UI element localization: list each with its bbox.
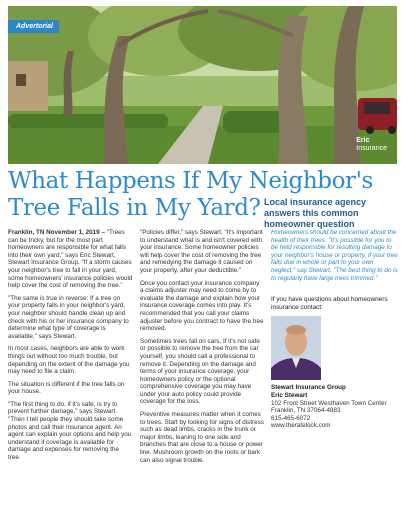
logo-line-1: Eric: [356, 137, 370, 144]
hero-photo: [8, 6, 397, 164]
article-column-2: [140, 229, 264, 469]
agent-photo: [271, 316, 321, 380]
logo-line-2: Insurance: [356, 145, 387, 152]
paragraph: "Policies differ," says Stewart. "It's important to understand what is and isn't covered with your insurance. Some homeowner policies will help cover the cost of removing the tree and remedying the damage it caused on your property, after your deductible.": [140, 229, 263, 274]
pull-quote: Homeowners should be concerned about the health of their trees. "It's possible for you to be held responsible for resulting damage to your neighbor's house or property, if your tree falls due in whole or part to your own neglect," say Stewart. "The best thing to do is to regularly have large trees trimmed.": [271, 229, 398, 282]
paragraph: Once you contact your insurance company a claims adjuster may need to come by to evaluate the damage and explain how your insurance coverage comes into play. It's recommended that you call your claims adjuster before you contract to have the tree removed.: [140, 279, 264, 333]
phone-number: 615-465-6072: [271, 414, 311, 422]
advertorial-tag: Advertorial: [8, 20, 59, 33]
shield-icon: [356, 137, 397, 164]
paragraph: [8, 229, 133, 290]
paragraph: "The first thing to do, if it's safe, is try to prevent further damage," says Stewart. "Then I tell people they should take some photos and call their insurance agent. An agent can explain your options and help you understand if coverage is available for damage and expenses for removing the tree.: [8, 400, 132, 462]
eric-insurance-logo: [356, 137, 387, 153]
paragraph: Preventive measures matter when it comes to trees. Start by looking for signs of distress such as dead limbs, cracks in the trunk or major limbs, leaning to one side and branches that are close to a house or power line. Mushroom growth on the roots or bark can also signal trouble.: [140, 411, 264, 464]
paragraph: "The same is true in reverse: If a tree on your property falls in your neighbor's yard, your neighbor should handle clean up and check with his or her insurance company to determine what type of coverage is available," says Stewart.: [8, 294, 129, 340]
subheadline: Local insurance agency answers this common homeowner question: [264, 197, 367, 229]
paragraph-text: "Trees can be tricky, but for the most part homeowners are responsible for what falls into their own yard," says Eric Stewart, Stewart Insurance Group. "If a storm causes your neighbor's tree to fall in your yard, some homeowners' insurance policies would help cover the cost of removing the tree.": [8, 229, 133, 290]
dateline: Franklin, TN November 1, 2019 –: [8, 229, 105, 236]
paragraph: The situation is different if the tree falls on your house.: [8, 380, 125, 396]
agent-portrait: [271, 316, 321, 380]
contact-intro: If you have questions about homeowners insurance contact:: [271, 296, 388, 311]
agency-name: Stewart Insurance Group: [271, 384, 346, 392]
agent-name: Eric Stewart: [271, 391, 308, 399]
address-line-2: Franklin, TN 37064-4883: [271, 407, 341, 415]
article-column-1: [8, 229, 133, 467]
address-line-1: 102 Front Street Westhaven Town Center: [271, 399, 387, 407]
article-column-3: [271, 229, 399, 430]
headline-line-2: Tree Falls in My Yard?: [8, 195, 261, 221]
tree-lined-street-illustration: [8, 6, 397, 164]
paragraph: In most cases, neighbors are able to work things out without too much trouble, but depending on the extent of the damage you may need to file a claim.: [8, 345, 130, 376]
paragraph: Sometimes trees fall on cars. If it's not safe or possible to remove the tree from the car yourself, you should call a professional to remove it. Depending on the damage and terms of your insurance coverage, your homeowners policy or the optional comprehensive coverage you may have under your auto policy could provide coverage for the loss.: [140, 337, 260, 406]
headline-line-1: What Happens If My Neighbor's: [8, 168, 373, 194]
website-link[interactable]: www.theratelock.com: [271, 422, 331, 430]
